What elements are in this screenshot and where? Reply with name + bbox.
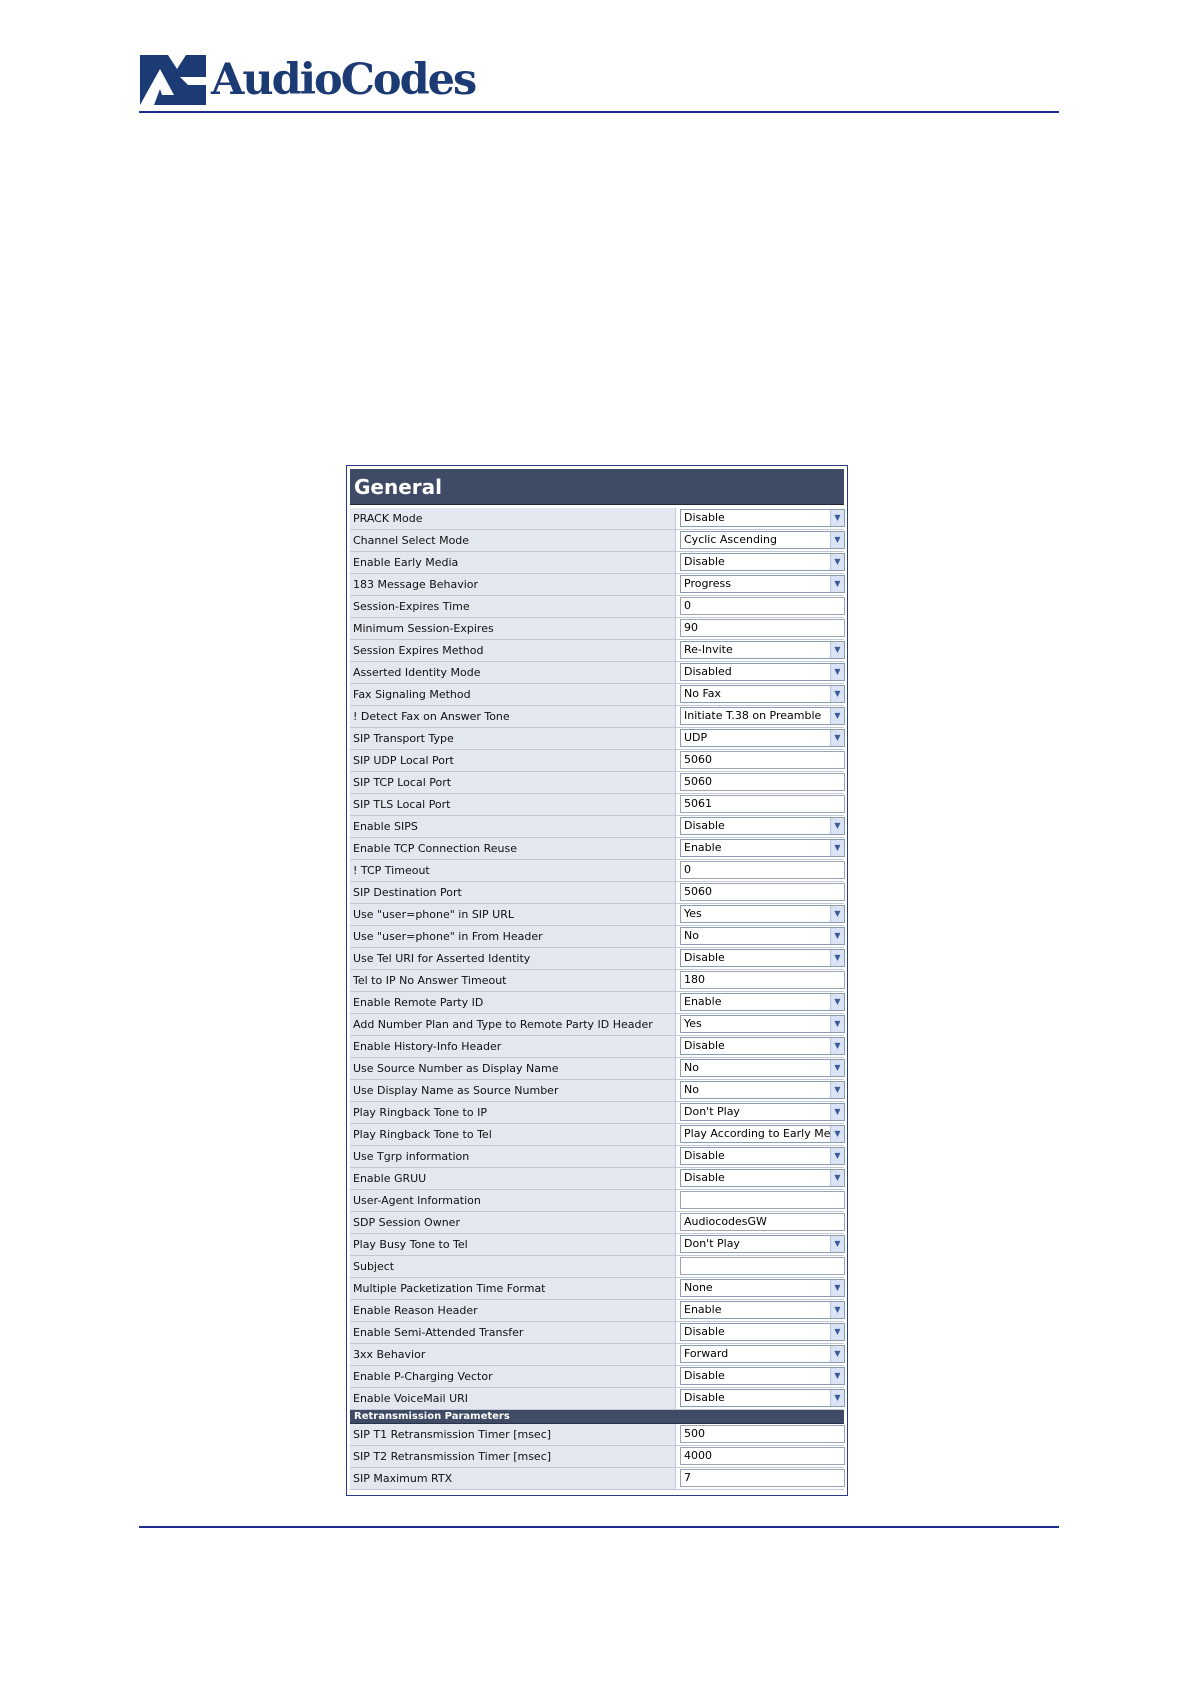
select-value: Cyclic Ascending [684, 533, 777, 546]
multiple-packetization-time-format-select[interactable] [680, 1279, 845, 1297]
select-value: Enable [684, 1303, 722, 1316]
chevron-down-icon[interactable]: ▼ [830, 994, 844, 1010]
setting-label: 183 Message Behavior [350, 574, 676, 595]
setting-label: SIP Destination Port [350, 882, 676, 903]
brand-name: AudioCodes [211, 55, 476, 105]
chevron-down-icon[interactable]: ▼ [830, 906, 844, 922]
select-value: No [684, 929, 699, 942]
chevron-down-icon[interactable]: ▼ [830, 1082, 844, 1098]
sip-destination-port-input[interactable]: 5060 [680, 883, 845, 901]
session-expires-method-select[interactable] [680, 641, 845, 659]
setting-row [350, 1212, 844, 1234]
setting-label: Fax Signaling Method [350, 684, 676, 705]
setting-label: PRACK Mode [350, 508, 676, 529]
play-ringback-tone-to-ip-select[interactable] [680, 1103, 845, 1121]
setting-label: Play Busy Tone to Tel [350, 1234, 676, 1255]
chevron-down-icon[interactable]: ▼ [830, 554, 844, 570]
setting-label: Use Display Name as Source Number [350, 1080, 676, 1101]
select-value: Disable [684, 511, 725, 524]
setting-label: Session-Expires Time [350, 596, 676, 617]
setting-label: Play Ringback Tone to Tel [350, 1124, 676, 1145]
sip-t2-retransmission-timer-msec-input[interactable]: 4000 [680, 1447, 845, 1465]
setting-row [350, 1014, 844, 1036]
setting-row [350, 948, 844, 970]
use-user-phone-in-sip-url-select[interactable] [680, 905, 845, 923]
setting-label: Use Source Number as Display Name [350, 1058, 676, 1079]
channel-select-mode-select[interactable] [680, 531, 845, 549]
setting-label: Enable Early Media [350, 552, 676, 573]
tel-to-ip-no-answer-timeout-input[interactable]: 180 [680, 971, 845, 989]
general-settings-panel [346, 465, 848, 1496]
enable-semi-attended-transfer-select[interactable] [680, 1323, 845, 1341]
setting-row [350, 992, 844, 1014]
select-value: Disable [684, 1149, 725, 1162]
chevron-down-icon[interactable]: ▼ [830, 1016, 844, 1032]
setting-label: SIP Transport Type [350, 728, 676, 749]
chevron-down-icon[interactable]: ▼ [830, 1280, 844, 1296]
setting-row [350, 1468, 844, 1490]
setting-row [350, 794, 844, 816]
setting-row [350, 1036, 844, 1058]
setting-row [350, 838, 844, 860]
setting-label: Use Tgrp information [350, 1146, 676, 1167]
setting-row [350, 596, 844, 618]
minimum-session-expires-input[interactable]: 90 [680, 619, 845, 637]
sip-transport-type-select[interactable] [680, 729, 845, 747]
setting-row [350, 1424, 844, 1446]
tcp-timeout-input[interactable]: 0 [680, 861, 845, 879]
section-header-retransmission-parameters: Retransmission Parameters [350, 1410, 844, 1424]
enable-sips-select[interactable] [680, 817, 845, 835]
chevron-down-icon[interactable]: ▼ [830, 642, 844, 658]
footer-rule [139, 1526, 1059, 1528]
setting-label: Use "user=phone" in From Header [350, 926, 676, 947]
setting-label: SIP Maximum RTX [350, 1468, 676, 1489]
chevron-down-icon[interactable]: ▼ [830, 1060, 844, 1076]
enable-p-charging-vector-select[interactable] [680, 1367, 845, 1385]
setting-label: Minimum Session-Expires [350, 618, 676, 639]
setting-label: ! TCP Timeout [350, 860, 676, 881]
setting-row [350, 1168, 844, 1190]
select-value: No [684, 1083, 699, 1096]
setting-row [350, 904, 844, 926]
play-ringback-tone-to-tel-select[interactable] [680, 1125, 845, 1143]
setting-row [350, 662, 844, 684]
select-value: UDP [684, 731, 708, 744]
setting-row [350, 1190, 844, 1212]
setting-label: ! Detect Fax on Answer Tone [350, 706, 676, 727]
chevron-down-icon[interactable]: ▼ [830, 1038, 844, 1054]
chevron-down-icon[interactable]: ▼ [830, 1170, 844, 1186]
select-value: Disable [684, 1369, 725, 1382]
setting-label: Use "user=phone" in SIP URL [350, 904, 676, 925]
setting-label: SIP TLS Local Port [350, 794, 676, 815]
setting-row [350, 1388, 844, 1410]
chevron-down-icon[interactable]: ▼ [830, 1390, 844, 1406]
fax-signaling-method-select[interactable] [680, 685, 845, 703]
setting-row [350, 1124, 844, 1146]
header-rule [139, 111, 1059, 113]
use-display-name-as-source-number-select[interactable] [680, 1081, 845, 1099]
setting-label: Enable VoiceMail URI [350, 1388, 676, 1409]
enable-remote-party-id-select[interactable] [680, 993, 845, 1011]
select-value: Enable [684, 841, 722, 854]
setting-row [350, 728, 844, 750]
setting-row [350, 1102, 844, 1124]
select-value: Re-Invite [684, 643, 733, 656]
setting-row [350, 882, 844, 904]
setting-row [350, 772, 844, 794]
setting-label: SDP Session Owner [350, 1212, 676, 1233]
settings-table [350, 508, 844, 1490]
setting-row [350, 1446, 844, 1468]
use-tel-uri-for-asserted-identity-select[interactable] [680, 949, 845, 967]
setting-row [350, 684, 844, 706]
setting-label: Use Tel URI for Asserted Identity [350, 948, 676, 969]
setting-label: Enable P-Charging Vector [350, 1366, 676, 1387]
sip-tcp-local-port-input[interactable]: 5060 [680, 773, 845, 791]
enable-tcp-connection-reuse-select[interactable] [680, 839, 845, 857]
chevron-down-icon[interactable]: ▼ [830, 664, 844, 680]
sip-t1-retransmission-timer-msec-input[interactable]: 500 [680, 1425, 845, 1443]
setting-row [350, 1322, 844, 1344]
select-value: No Fax [684, 687, 722, 700]
chevron-down-icon[interactable]: ▼ [830, 950, 844, 966]
setting-row [350, 1300, 844, 1322]
chevron-down-icon[interactable]: ▼ [830, 1368, 844, 1384]
setting-row [350, 1234, 844, 1256]
chevron-down-icon[interactable]: ▼ [830, 1302, 844, 1318]
setting-label: Subject [350, 1256, 676, 1277]
select-value: Disable [684, 1171, 725, 1184]
setting-label: Tel to IP No Answer Timeout [350, 970, 676, 991]
setting-label: Enable SIPS [350, 816, 676, 837]
setting-row [350, 1256, 844, 1278]
chevron-down-icon[interactable]: ▼ [830, 510, 844, 526]
setting-label: Enable Remote Party ID [350, 992, 676, 1013]
audiocodes-logo-icon [140, 55, 206, 105]
chevron-down-icon[interactable]: ▼ [830, 1104, 844, 1120]
setting-row [350, 860, 844, 882]
setting-row [350, 574, 844, 596]
chevron-down-icon[interactable]: ▼ [830, 730, 844, 746]
setting-label: Enable GRUU [350, 1168, 676, 1189]
setting-row [350, 1278, 844, 1300]
setting-label: SIP T2 Retransmission Timer [msec] [350, 1446, 676, 1467]
select-value: Don't Play [684, 1237, 740, 1250]
user-agent-information-input[interactable] [680, 1191, 845, 1209]
setting-row [350, 1146, 844, 1168]
select-value: Disabled [684, 665, 732, 678]
setting-label: Enable Reason Header [350, 1300, 676, 1321]
chevron-down-icon[interactable]: ▼ [830, 532, 844, 548]
chevron-down-icon[interactable]: ▼ [830, 1324, 844, 1340]
setting-label: SIP UDP Local Port [350, 750, 676, 771]
chevron-down-icon[interactable]: ▼ [830, 1148, 844, 1164]
sdp-session-owner-input[interactable]: AudiocodesGW [680, 1213, 845, 1231]
setting-label: SIP T1 Retransmission Timer [msec] [350, 1424, 676, 1445]
setting-label: Enable Semi-Attended Transfer [350, 1322, 676, 1343]
enable-voicemail-uri-select[interactable] [680, 1389, 845, 1407]
sip-udp-local-port-input[interactable]: 5060 [680, 751, 845, 769]
setting-label: Channel Select Mode [350, 530, 676, 551]
3xx-behavior-select[interactable] [680, 1345, 845, 1363]
setting-label: Enable History-Info Header [350, 1036, 676, 1057]
enable-reason-header-select[interactable] [680, 1301, 845, 1319]
detect-fax-on-answer-tone-select[interactable] [680, 707, 845, 725]
setting-row [350, 508, 844, 530]
select-value: Disable [684, 819, 725, 832]
setting-label: SIP TCP Local Port [350, 772, 676, 793]
select-value: Disable [684, 555, 725, 568]
select-value: No [684, 1061, 699, 1074]
setting-label: Add Number Plan and Type to Remote Party ID Header [350, 1014, 676, 1035]
chevron-down-icon[interactable]: ▼ [830, 708, 844, 724]
select-value: Disable [684, 1391, 725, 1404]
setting-label: 3xx Behavior [350, 1344, 676, 1365]
select-value: Disable [684, 1039, 725, 1052]
setting-label: Multiple Packetization Time Format [350, 1278, 676, 1299]
select-value: Disable [684, 951, 725, 964]
select-value: Yes [684, 907, 702, 920]
setting-row [350, 816, 844, 838]
setting-row [350, 640, 844, 662]
setting-row [350, 706, 844, 728]
sip-maximum-rtx-input[interactable]: 7 [680, 1469, 845, 1487]
setting-row [350, 926, 844, 948]
play-busy-tone-to-tel-select[interactable] [680, 1235, 845, 1253]
setting-row [350, 1058, 844, 1080]
setting-row [350, 1366, 844, 1388]
panel-title: General [350, 469, 844, 505]
add-number-plan-and-type-to-remote-party-id-header-select[interactable] [680, 1015, 845, 1033]
select-value: Initiate T.38 on Preamble [684, 709, 822, 722]
setting-row [350, 1344, 844, 1366]
chevron-down-icon[interactable]: ▼ [830, 1346, 844, 1362]
setting-label: Asserted Identity Mode [350, 662, 676, 683]
enable-gruu-select[interactable] [680, 1169, 845, 1187]
enable-early-media-select[interactable] [680, 553, 845, 571]
setting-row [350, 1080, 844, 1102]
sip-tls-local-port-input[interactable]: 5061 [680, 795, 845, 813]
chevron-down-icon[interactable]: ▼ [830, 686, 844, 702]
use-user-phone-in-from-header-select[interactable] [680, 927, 845, 945]
setting-label: Play Ringback Tone to IP [350, 1102, 676, 1123]
use-source-number-as-display-name-select[interactable] [680, 1059, 845, 1077]
setting-row [350, 750, 844, 772]
setting-row [350, 970, 844, 992]
enable-history-info-header-select[interactable] [680, 1037, 845, 1055]
setting-label: Enable TCP Connection Reuse [350, 838, 676, 859]
session-expires-time-input[interactable]: 0 [680, 597, 845, 615]
chevron-down-icon[interactable]: ▼ [830, 1236, 844, 1252]
select-value: Progress [684, 577, 731, 590]
chevron-down-icon[interactable]: ▼ [830, 840, 844, 856]
setting-row [350, 618, 844, 640]
select-value: Yes [684, 1017, 702, 1030]
chevron-down-icon[interactable]: ▼ [830, 576, 844, 592]
chevron-down-icon[interactable]: ▼ [830, 1126, 844, 1142]
select-value: Enable [684, 995, 722, 1008]
select-value: None [684, 1281, 713, 1294]
setting-row [350, 552, 844, 574]
prack-mode-select[interactable] [680, 509, 845, 527]
asserted-identity-mode-select[interactable] [680, 663, 845, 681]
audiocodes-logo [140, 54, 475, 106]
select-value: Disable [684, 1325, 725, 1338]
setting-row [350, 530, 844, 552]
select-value: Play According to Early Me [684, 1127, 831, 1140]
chevron-down-icon[interactable]: ▼ [830, 818, 844, 834]
use-tgrp-information-select[interactable] [680, 1147, 845, 1165]
183-message-behavior-select[interactable] [680, 575, 845, 593]
chevron-down-icon[interactable]: ▼ [830, 928, 844, 944]
select-value: Don't Play [684, 1105, 740, 1118]
setting-label: Session Expires Method [350, 640, 676, 661]
subject-input[interactable] [680, 1257, 845, 1275]
select-value: Forward [684, 1347, 729, 1360]
setting-label: User-Agent Information [350, 1190, 676, 1211]
